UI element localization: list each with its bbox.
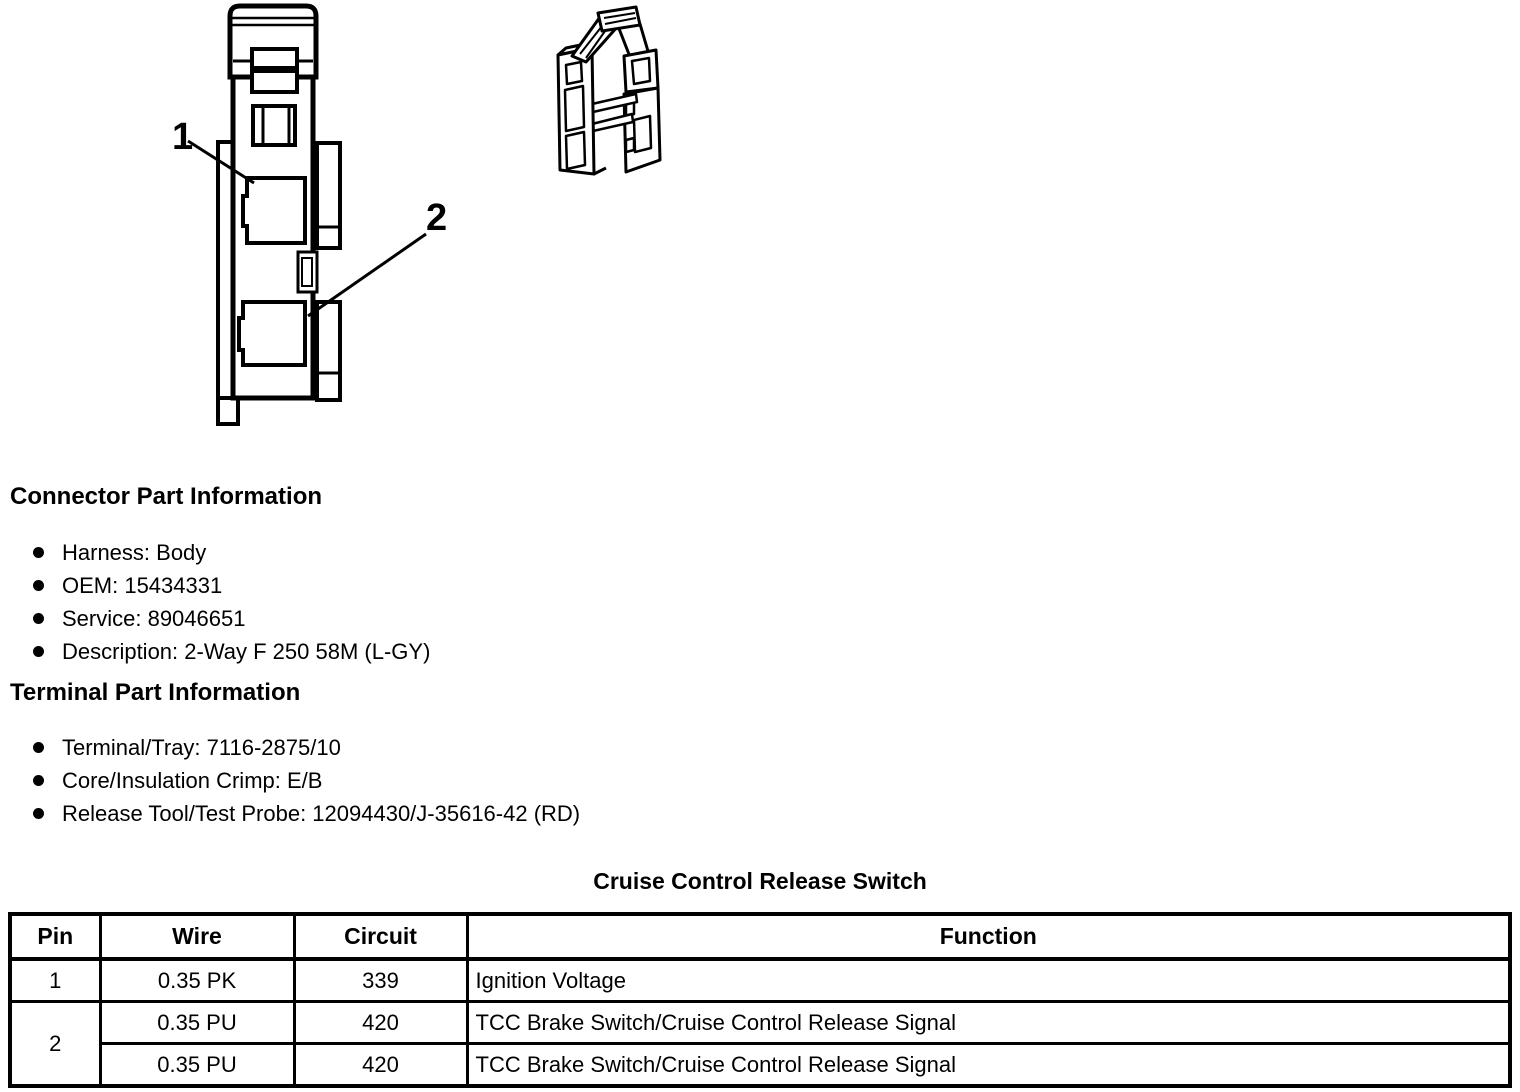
list-item-text: Service: 89046651 — [62, 606, 246, 631]
connector-part-info-list — [10, 541, 430, 673]
bullet-icon — [33, 613, 44, 624]
function-cell: Ignition Voltage — [467, 959, 1510, 1002]
circuit-cell: 420 — [294, 1044, 467, 1087]
table-row — [10, 959, 1510, 1002]
wire-cell: 0.35 PU — [100, 1044, 294, 1087]
bullet-icon — [33, 646, 44, 657]
cavity-2-label: 2 — [426, 197, 448, 239]
list-item-text: Harness: Body — [62, 540, 207, 565]
list-item — [10, 607, 430, 630]
table-header-row — [10, 914, 1510, 959]
function-cell: TCC Brake Switch/Cruise Control Release Signal — [467, 1044, 1510, 1087]
terminal-part-info-list — [10, 736, 580, 835]
list-item-text: Core/Insulation Crimp: E/B — [62, 768, 323, 793]
wire-cell: 0.35 PK — [100, 959, 294, 1002]
pin-cell: 2 — [10, 1002, 100, 1087]
pin-table-title: Cruise Control Release Switch — [593, 868, 927, 894]
column-header-pin: Pin — [10, 914, 100, 959]
column-header-circuit: Circuit — [294, 914, 467, 959]
list-item-text: OEM: 15434331 — [62, 573, 223, 598]
list-item — [10, 769, 580, 792]
column-header-wire: Wire — [100, 914, 294, 959]
list-item-text: Description: 2-Way F 250 58M (L-GY) — [62, 639, 431, 664]
list-item — [10, 574, 430, 597]
wire-cell: 0.35 PU — [100, 1002, 294, 1044]
connector-isometric-view-diagram — [548, 2, 668, 182]
bullet-icon — [33, 775, 44, 786]
bullet-icon — [33, 547, 44, 558]
connector-part-info-heading: Connector Part Information — [10, 483, 323, 510]
list-item — [10, 541, 430, 564]
pin-function-table — [8, 912, 1512, 1088]
bullet-icon — [33, 580, 44, 591]
list-item — [10, 736, 580, 759]
list-item-text: Terminal/Tray: 7116-2875/10 — [62, 735, 341, 760]
table-row — [10, 1002, 1510, 1044]
list-item — [10, 802, 580, 825]
circuit-cell: 420 — [294, 1002, 467, 1044]
pin-cell: 1 — [10, 959, 100, 1002]
circuit-cell: 339 — [294, 959, 467, 1002]
terminal-part-info-heading: Terminal Part Information — [10, 679, 301, 706]
connector-front-view-diagram — [160, 0, 472, 440]
list-item — [10, 640, 430, 663]
bullet-icon — [33, 808, 44, 819]
function-cell: TCC Brake Switch/Cruise Control Release Signal — [467, 1002, 1510, 1044]
column-header-function: Function — [467, 914, 1510, 959]
bullet-icon — [33, 742, 44, 753]
cavity-1-label: 1 — [172, 116, 194, 158]
table-row — [10, 1044, 1510, 1087]
list-item-text: Release Tool/Test Probe: 12094430/J-35616-42 (RD) — [62, 801, 581, 826]
